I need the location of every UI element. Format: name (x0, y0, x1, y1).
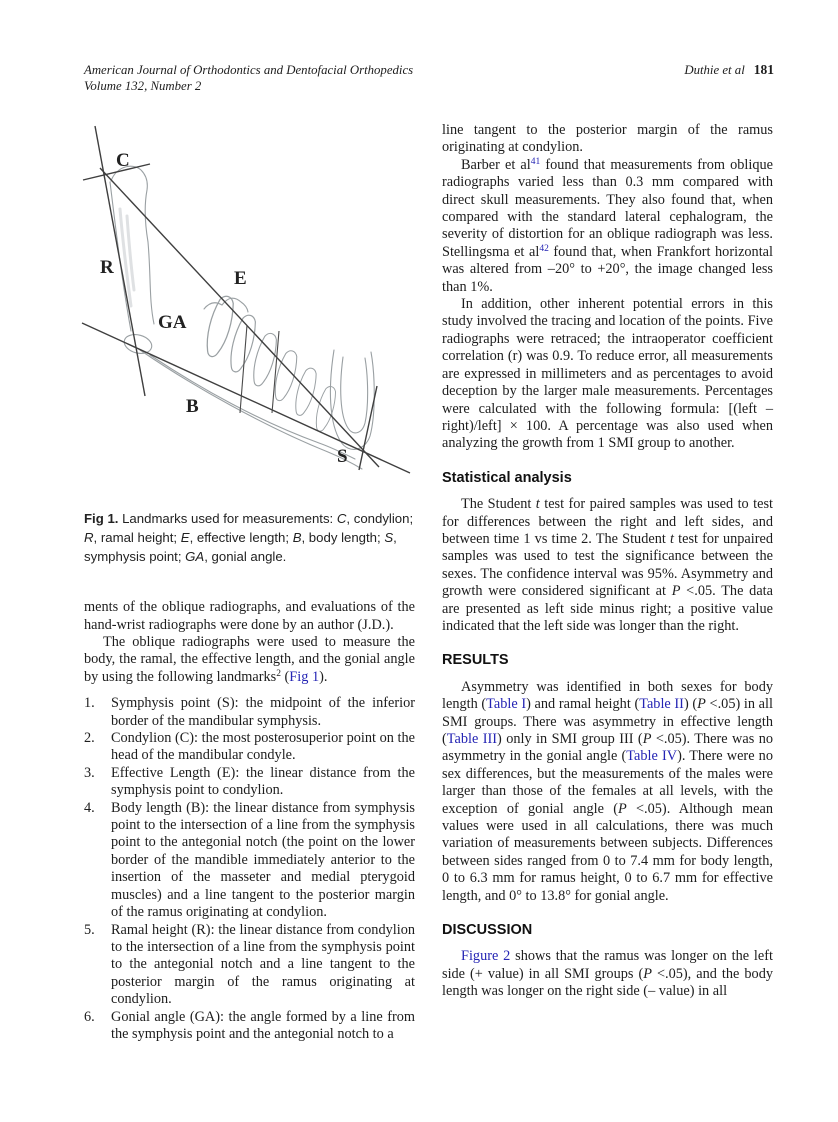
text-segment: 2 (276, 669, 281, 680)
text-segment: <.05. The data are presented as left side minus right; a positive value indicated that the left side was longer than the right. (442, 583, 773, 634)
paragraph (442, 157, 773, 296)
paragraph: line tangent to the posterior margin of the ramus originating at condylion. (442, 122, 773, 156)
text-segment: Barber et al (461, 156, 531, 173)
cross-ref-link[interactable]: 42 (539, 244, 549, 255)
list-item-text: Gonial angle (GA): the angle formed by a line from the symphysis point and the antegonial notch to a (111, 1008, 415, 1042)
text-segment: ) and ramal height ( (526, 696, 640, 713)
paragraph (442, 496, 773, 635)
text-segment: P (643, 965, 652, 982)
text-segment: Fig 1. (84, 511, 119, 527)
list-item-text: Condylion (C): the most posterosuperior point on the head of the mandibular condyle. (111, 730, 415, 764)
text-segment: E (180, 530, 190, 545)
text-segment: ). (319, 668, 328, 685)
list-item-text: Ramal height (R): the linear distance from condylion to the intersection of a line from the symphysis point to the antegonial notch and a line tangent to the posterior margin of the ramus originating at condylion. (111, 921, 415, 1008)
text-segment: found that measurements from oblique radiographs varied less than 0.3 mm compared with direct skull measurements. They also found that, when compared with the standard lateral cephalogram, the severity of distortion for an oblique radiograph was less. Stellingsma et al (442, 156, 774, 260)
teeth-outline (202, 294, 339, 433)
figure-1 (76, 124, 421, 504)
text-segment: shows that the ramus was longer on the left side (+ value) in all SMI groups ( (442, 948, 773, 982)
cross-ref-link[interactable]: Table II (639, 696, 684, 713)
text-segment: R (84, 530, 94, 545)
list-item-number: 2. (84, 730, 95, 747)
text-segment: , symphysis point; (84, 530, 397, 564)
list-item (84, 730, 415, 765)
text-segment: <.05), and the body length was longer on the right side (– value) in all (442, 965, 773, 1000)
text-segment: ). There were no sex differences, but the measurements of the males were larger than those of the females at all levels, with the exception of gonial angle ( (442, 748, 773, 817)
text-segment: t (535, 496, 540, 513)
cross-ref-link[interactable]: Table IV (626, 748, 678, 765)
list-item-text: Symphysis point (S): the midpoint of the inferior border of the mandibular symphysis. (111, 695, 415, 729)
text-segment: ) only in SMI group III ( (497, 731, 643, 747)
left-column (84, 122, 415, 1043)
figure-label-body-length: B (186, 396, 199, 417)
journal-title: American Journal of Orthodontics and Dentofacial Orthopedics (84, 63, 414, 77)
text-segment: test for paired samples was used to test for differences between the right and left sides, and between time 1 vs time 2. The Student (442, 496, 773, 547)
figure-label-symphysis: S (337, 446, 348, 467)
list-item-number: 6. (84, 1008, 95, 1025)
section-heading-results: RESULTS (442, 652, 509, 669)
text-segment: P (642, 731, 652, 747)
journal-info (84, 62, 413, 94)
list-item-number: 4. (84, 799, 95, 816)
list-item-text: Body length (B): the linear distance from symphysis point to the intersection of a line from the symphysis point to the antegonial notch (the point on the lower border of the mandible immediately anterior to the insertion of the masseter and medial pterygoid muscles) and a line tangent to the posterior margin of the ramus originating at condylion. (111, 799, 415, 921)
text-segment: <.05). There was no asymmetry in the gonial angle ( (442, 731, 773, 765)
paragraph (442, 679, 773, 905)
text-segment: , gonial angle. (204, 548, 287, 564)
list-item-number: 3. (84, 764, 95, 781)
cross-ref-link[interactable]: Table I (486, 696, 527, 713)
list-item (84, 765, 415, 800)
text-segment: P (671, 583, 681, 600)
text-segment: Landmarks used for measurements: (118, 511, 337, 527)
figure-labels (100, 150, 348, 467)
text-segment: P (618, 800, 627, 817)
text-segment: , condylion; (346, 511, 414, 527)
page-head-right (684, 62, 774, 78)
cross-ref-link[interactable]: Table III (446, 731, 498, 747)
paragraph: In addition, other inherent potential errors in this study involved the tracing and location of the points. Five radiographs were retraced; the intraoperator coefficient correlation (r) was 0.9. To reduce error, all measurements are expressed in millimeters and as percentages to avoid deception by the larger male measurements. Percentages were calculated with the following formula: [(left – right)/left] × 100. A percentage was also used when analyzing the growth from 1 SMI group to another. (442, 296, 773, 452)
text-segment: found that, when Frankfort horizontal was altered from –20° to +20°, the image changed less than 1%. (442, 243, 774, 295)
two-column-body (84, 122, 773, 1043)
list-item (84, 1009, 415, 1044)
text-segment: C (336, 511, 347, 527)
text-segment: <.05) in all SMI groups. There was asymmetry in effective length ( (442, 696, 773, 747)
text-segment: Asymmetry was identified in both sexes for body length ( (442, 678, 773, 713)
text-segment: ( (280, 668, 290, 685)
text-segment: S (384, 530, 394, 545)
list-item-text: Effective Length (E): the linear distance from the symphysis point to condylion. (111, 764, 415, 799)
text-segment: t (669, 530, 674, 547)
text-segment: , body length; (301, 530, 385, 545)
figure-label-gonial-angle: GA (158, 312, 187, 333)
list-item (84, 800, 415, 922)
text-segment: The Student (461, 496, 536, 513)
page-number: 181 (753, 62, 774, 77)
section-heading-statistical-analysis: Statistical analysis (442, 469, 572, 486)
running-head (84, 62, 774, 94)
journal-volume: Volume 132, Number 2 (84, 79, 202, 93)
text-segment: ) ( (683, 696, 698, 713)
cross-ref-link[interactable]: 41 (530, 157, 541, 168)
text-segment: , ramal height; (93, 530, 181, 545)
list-item (84, 695, 415, 730)
cross-ref-link[interactable]: Fig 1 (289, 668, 320, 685)
text-segment: GA (185, 548, 205, 564)
text-segment: P (697, 696, 706, 713)
list-item (84, 922, 415, 1009)
paragraph (84, 634, 415, 686)
landmark-definition-list (84, 695, 415, 1043)
cross-ref-link[interactable]: Figure 2 (461, 948, 511, 965)
text-segment: B (292, 530, 302, 545)
figure-label-effective-length: E (234, 268, 247, 289)
paragraph: ments of the oblique radiographs, and evaluations of the hand-wrist radiographs were done by an author (J.D.). (84, 599, 415, 633)
text-segment: test for unpaired samples was used to test the significance between the sexes. The confidence interval was 95%. Asymmetry and growth were considered significant at (442, 530, 773, 600)
text-segment: The oblique radiographs were used to measure the body, the ramal, the effective length, and the gonial angle by using the following landmarks (84, 634, 415, 685)
figure-caption (84, 510, 415, 566)
authors-label: Duthie et al (684, 63, 745, 77)
mandible-outline (110, 166, 374, 469)
right-column (442, 122, 773, 1043)
paragraph (442, 948, 773, 1000)
section-heading-discussion: DISCUSSION (442, 922, 533, 939)
figure-label-condylion: C (116, 150, 130, 171)
list-item-number: 5. (84, 921, 95, 938)
text-segment: <.05). Although mean values were used in all calculations, there was much variation of measurements between subjects. Differences between sides ranged from 0 to 7.4 mm for body length, 0 to 6.3 mm for ramus height, 0 to 6.7 mm for effective length, and 0° to 13.8° for gonial angle. (442, 800, 773, 904)
figure-label-ramal-height: R (100, 257, 114, 278)
mandible-diagram (76, 124, 421, 499)
text-segment: , effective length; (189, 530, 293, 545)
list-item-number: 1. (84, 695, 95, 712)
